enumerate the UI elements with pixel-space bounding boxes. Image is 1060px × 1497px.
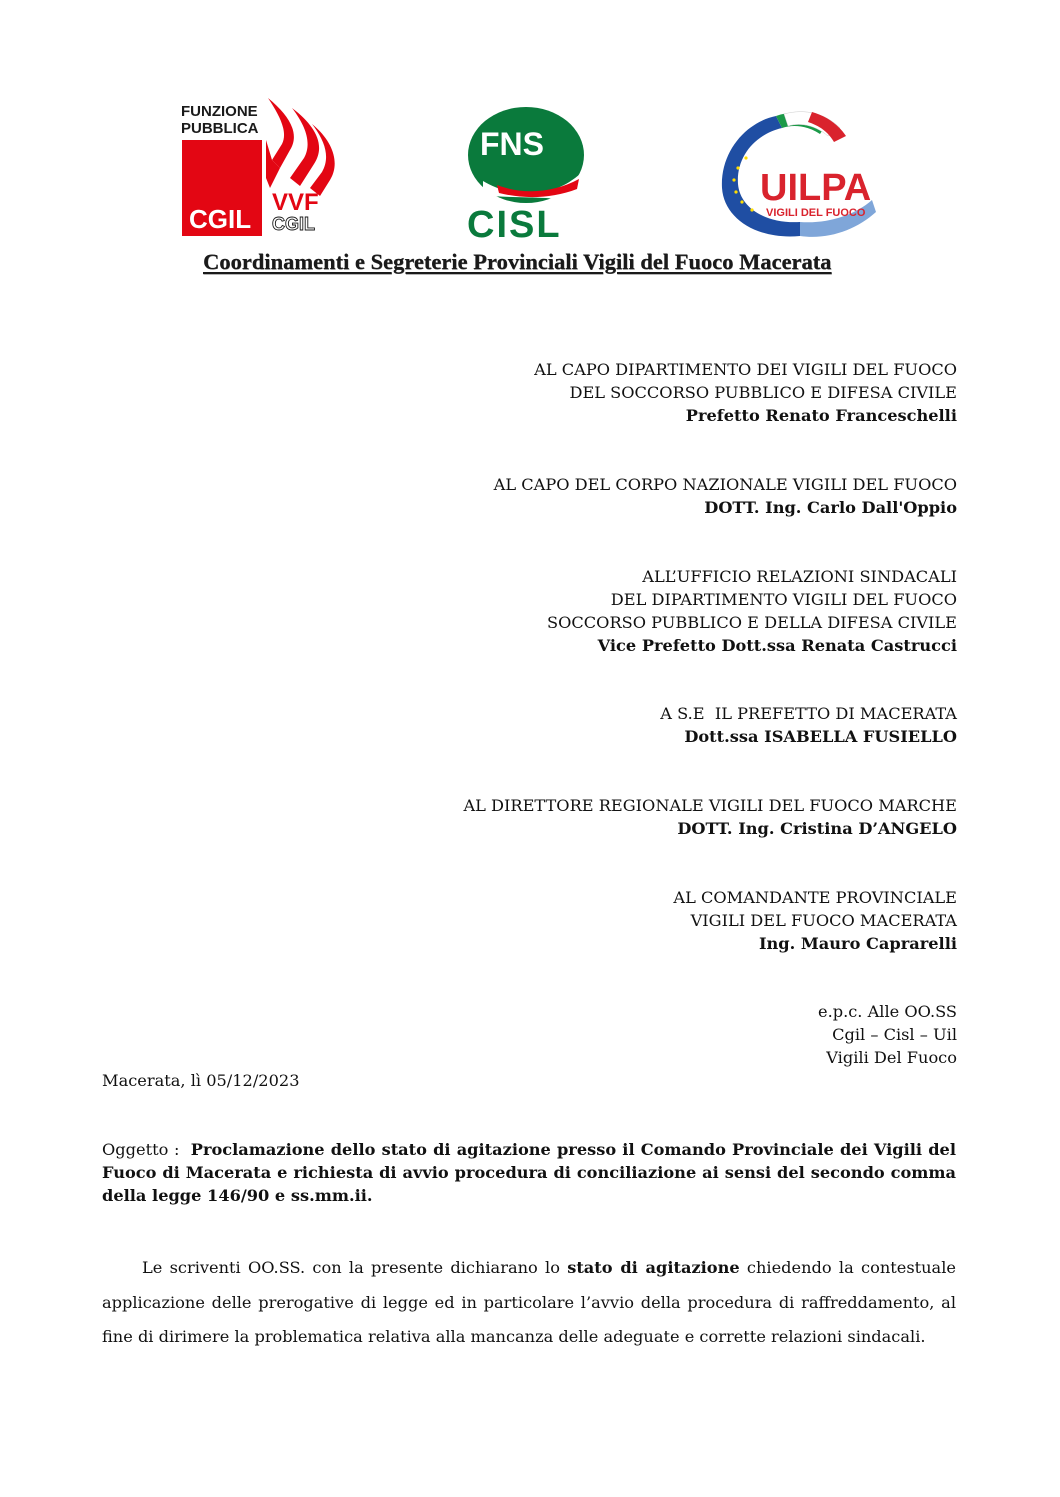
recipient-block	[660, 702, 957, 748]
cgil-pubblica-text: PUBBLICA	[181, 120, 259, 137]
recipient-line: AL CAPO DIPARTIMENTO DEI VIGILI DEL FUOCO	[534, 360, 957, 379]
fns-text: FNS	[480, 126, 544, 162]
recipient-line: AL DIRETTORE REGIONALE VIGILI DEL FUOCO MARCHE	[463, 796, 957, 815]
uilpa-subtext: VIGILI DEL FUOCO	[766, 207, 866, 219]
recipient-line: A S.E IL PREFETTO DI MACERATA	[660, 704, 957, 723]
recipient-name: Vice Prefetto Dott.ssa Renata Castrucci	[597, 636, 957, 655]
recipient-block	[547, 565, 957, 657]
subject-text: Proclamazione dello stato di agitazione presso il Comando Provinciale dei Vigili del Fuoco di Macerata e richiesta di avvio procedura di conciliazione ai sensi del secondo comma della legge 146/90 e ss.mm.ii.	[102, 1140, 956, 1205]
recipient-block	[534, 358, 957, 427]
recipient-block	[494, 473, 957, 519]
fp-cgil-vvf-logo	[180, 98, 340, 238]
body-text-part2: chiedendo la contestuale applicazione delle prerogative di legge ed in particolare l’avvio della procedura di raffreddamento, al fine di dirimere la problematica relativa alla mancanza delle adeguate e corrette relazioni sindacali.	[102, 1258, 956, 1346]
recipient-line: DEL SOCCORSO PUBBLICO E DIFESA CIVILE	[569, 383, 957, 402]
recipient-line: DEL DIPARTIMENTO VIGILI DEL FUOCO	[610, 590, 957, 609]
vvf-flame-icon	[266, 98, 335, 196]
letter-date: Macerata, lì 05/12/2023	[102, 1071, 300, 1090]
recipient-line: SOCCORSO PUBBLICO E DELLA DIFESA CIVILE	[547, 613, 957, 632]
uilpa-vvf-logo	[716, 108, 884, 242]
fns-cisl-logo	[463, 103, 593, 241]
recipient-name: Dott.ssa ISABELLA FUSIELLO	[684, 727, 957, 746]
recipient-name: Ing. Mauro Caprarelli	[758, 934, 957, 953]
recipient-name: DOTT. Ing. Carlo Dall'Oppio	[704, 498, 957, 517]
recipient-line: ALL’UFFICIO RELAZIONI SINDACALI	[642, 567, 957, 586]
organization-header: Coordinamenti e Segreterie Provinciali Vigili del Fuoco Macerata	[203, 249, 832, 274]
recipient-block	[673, 886, 957, 955]
cgil-block-text: CGIL	[189, 204, 252, 234]
subject-label: Oggetto :	[102, 1140, 180, 1159]
body-paragraph	[102, 1251, 956, 1355]
cgil-funzione-text: FUNZIONE	[181, 103, 258, 120]
recipient-name: Prefetto Renato Franceschelli	[685, 406, 957, 425]
cc-line: Vigili Del Fuoco	[826, 1048, 957, 1067]
recipient-line: AL COMANDANTE PROVINCIALE	[673, 888, 957, 907]
subject-paragraph	[102, 1138, 956, 1207]
cc-line: e.p.c. Alle OO.SS	[818, 1002, 957, 1021]
cc-line: Cgil – Cisl – Uil	[832, 1025, 957, 1044]
vvf-cgil-subtext: CGIL	[272, 214, 315, 234]
cisl-text: CISL	[467, 204, 562, 241]
vvf-text: VVF	[272, 189, 319, 216]
cc-recipient-block	[818, 1000, 957, 1069]
recipient-line: AL CAPO DEL CORPO NAZIONALE VIGILI DEL FUOCO	[493, 475, 957, 494]
uilpa-text: UILPA	[760, 167, 872, 209]
recipient-block	[463, 794, 957, 840]
recipient-line: VIGILI DEL FUOCO MACERATA	[690, 911, 957, 930]
recipient-name: DOTT. Ing. Cristina D’ANGELO	[677, 819, 957, 838]
body-text-part1: Le scriventi OO.SS. con la presente dichiarano lo	[142, 1258, 568, 1277]
body-text-bold: stato di agitazione	[567, 1258, 740, 1277]
